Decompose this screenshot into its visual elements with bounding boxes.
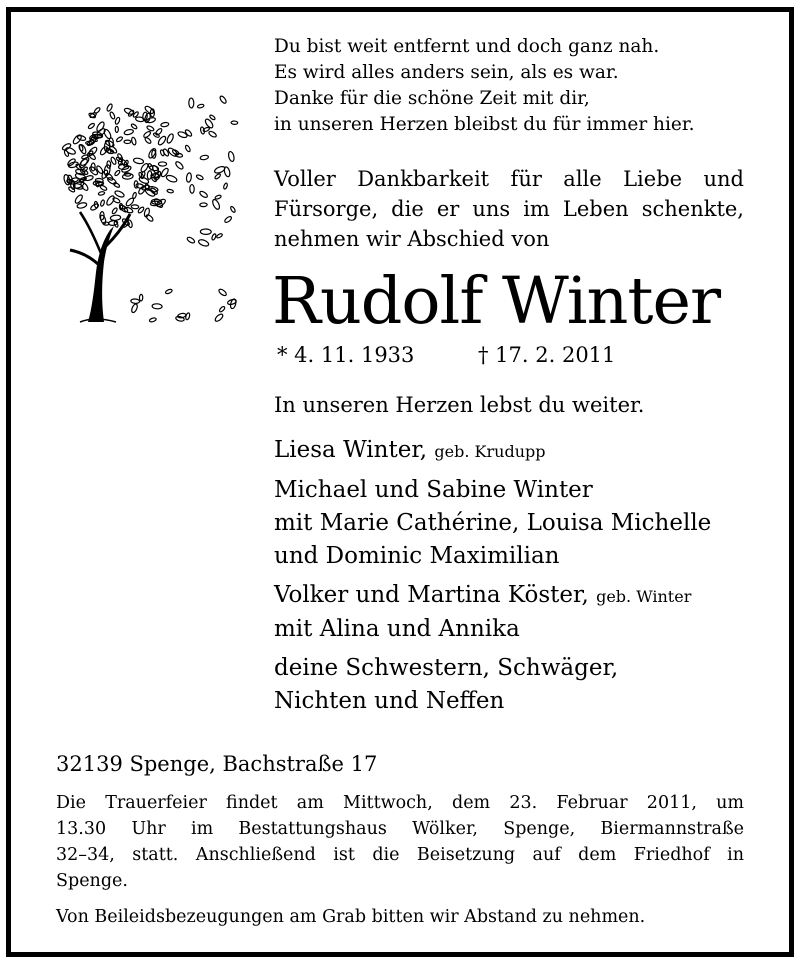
family-relatives — [274, 652, 711, 718]
leaf-mark — [219, 95, 227, 104]
leaf-mark — [131, 303, 139, 313]
intro-line: Fürsorge, die er uns im Leben schenkte, — [274, 197, 744, 221]
leaf-mark — [131, 123, 138, 129]
leaf-mark — [131, 299, 140, 304]
leaf-mark — [189, 98, 194, 108]
leaf-mark — [151, 165, 159, 175]
leaf-mark — [131, 137, 137, 145]
poem — [274, 34, 695, 138]
spouse-note: geb. Krudupp — [434, 442, 546, 461]
leaf-mark — [114, 170, 121, 177]
leaf-mark — [124, 129, 134, 136]
family-line: und Dominic Maximilian — [274, 543, 560, 569]
leaf-mark — [218, 288, 228, 297]
leaf-mark — [197, 104, 204, 109]
family-line: Michael und Sabine Winter — [274, 477, 593, 503]
leaf-mark — [160, 167, 169, 178]
leaf-mark — [215, 195, 222, 200]
leaf-mark — [196, 174, 204, 181]
leaf-mark — [109, 111, 115, 119]
family-line: mit Marie Cathérine, Louisa Michelle — [274, 510, 712, 536]
leaf-mark — [214, 173, 221, 180]
leaf-mark — [186, 236, 195, 244]
family-line: mit Alina und Annika — [274, 616, 520, 642]
leaf-mark — [200, 203, 207, 207]
leaf-mark — [165, 288, 173, 294]
leaf-mark — [114, 117, 120, 125]
address: 32139 Spenge, Bachstraße 17 — [56, 752, 378, 776]
leaf-mark — [110, 215, 121, 221]
child2-note: geb. Winter — [596, 587, 692, 606]
leaf-mark — [211, 233, 216, 240]
leaf-mark — [209, 114, 216, 120]
leaf-mark — [79, 156, 90, 166]
leaf-mark — [114, 190, 125, 198]
leaf-mark — [100, 212, 105, 221]
leaf-mark — [223, 183, 228, 190]
life-dates — [277, 340, 616, 370]
poem-line: Danke für die schöne Zeit mit dir, — [274, 88, 590, 109]
leaf-mark — [124, 140, 131, 143]
leaf-mark — [64, 150, 70, 157]
funeral-line: Spenge. — [56, 871, 128, 891]
leaf-mark — [145, 214, 154, 223]
leaf-mark — [198, 239, 210, 248]
leaf-mark — [133, 157, 144, 164]
child2-name: Volker und Martina Köster, — [274, 582, 589, 608]
leaf-mark — [186, 173, 192, 183]
leaf-mark — [61, 142, 71, 151]
leaf-mark — [230, 206, 236, 213]
leaf-mark — [177, 131, 188, 139]
leaf-mark — [147, 171, 152, 180]
leaf-mark — [124, 107, 135, 115]
intro-text — [274, 164, 744, 254]
leaf-mark — [175, 161, 185, 171]
leaf-mark — [167, 189, 174, 193]
leaf-mark — [143, 131, 152, 139]
funeral-info — [56, 790, 744, 894]
leaf-mark — [175, 153, 183, 158]
family-line: deine Schwestern, Schwäger, — [274, 655, 619, 681]
leaf-mark — [116, 136, 123, 142]
leaf-mark — [190, 184, 195, 193]
leaf-mark — [139, 294, 143, 301]
leaf-mark — [161, 122, 169, 127]
leaf-mark — [94, 107, 101, 114]
leaf-mark — [113, 182, 120, 188]
leaf-mark — [214, 165, 226, 174]
spouse-name: Liesa Winter, — [274, 437, 428, 463]
leaf-mark — [200, 127, 205, 135]
leaf-mark — [131, 205, 139, 209]
poem-line: in unseren Herzen bleibst du für immer hier. — [274, 114, 695, 135]
family-spouse — [274, 434, 711, 468]
leaf-mark — [175, 316, 184, 322]
leaf-mark — [200, 155, 209, 161]
leaf-mark — [152, 304, 162, 309]
leaf-mark — [200, 229, 211, 235]
leaf-mark — [228, 151, 235, 162]
birth-date: * 4. 11. 1933 — [277, 343, 415, 367]
family-child1 — [274, 474, 711, 573]
motto: In unseren Herzen lebst du weiter. — [274, 393, 645, 417]
leaf-mark — [146, 125, 154, 132]
leaf-mark — [155, 128, 163, 136]
leaf-mark — [149, 317, 157, 322]
leaf-mark — [166, 174, 178, 183]
leaf-mark — [103, 128, 112, 139]
leaf-mark — [144, 208, 151, 218]
poem-line: Du bist weit entfernt und doch ganz nah. — [274, 36, 660, 57]
leaf-mark — [166, 133, 175, 144]
intro-line: nehmen wir Abschied von — [274, 227, 550, 251]
leaf-mark — [208, 130, 217, 138]
leaf-mark — [111, 207, 118, 214]
poem-line: Es wird alles anders sein, als es war. — [274, 62, 619, 83]
leaf-mark — [100, 200, 105, 207]
leaf-mark — [231, 121, 238, 125]
leaf-mark — [185, 145, 192, 153]
leaf-mark — [219, 306, 226, 313]
funeral-line: 13.30 Uhr im Bestattungshaus Wölker, Spenge, Biermannstraße — [56, 819, 744, 839]
leaf-mark — [224, 216, 233, 224]
deceased-name: Rudolf Winter — [272, 264, 721, 339]
leaf-mark — [88, 122, 96, 129]
leaf-mark — [211, 198, 221, 210]
leaf-mark — [72, 134, 83, 145]
funeral-line: Die Trauerfeier findet am Mittwoch, dem 23. Februar 2011, um — [56, 793, 744, 813]
leaf-mark — [98, 191, 105, 196]
leaf-mark — [105, 195, 115, 207]
death-date: † 17. 2. 2011 — [478, 343, 616, 367]
family-list — [274, 434, 711, 724]
leaf-mark — [106, 103, 113, 112]
leaf-mark — [158, 162, 166, 166]
leaf-mark — [115, 126, 118, 132]
funeral-line: 32–34, statt. Anschließend ist die Beisetzung auf dem Friedhof in — [56, 845, 744, 865]
leaf-mark — [132, 192, 137, 199]
intro-line: Voller Dankbarkeit für alle Liebe und — [274, 167, 744, 191]
leaf-mark — [214, 313, 224, 323]
condolence-note: Von Beileidsbezeugungen am Grab bitten wir Abstand zu nehmen. — [56, 907, 646, 927]
family-child2 — [274, 579, 711, 646]
leaf-mark — [216, 233, 223, 239]
leaf-mark — [107, 176, 118, 185]
leaf-mark — [199, 190, 209, 198]
tree-illustration — [44, 86, 240, 326]
family-line: Nichten und Neffen — [274, 688, 505, 714]
